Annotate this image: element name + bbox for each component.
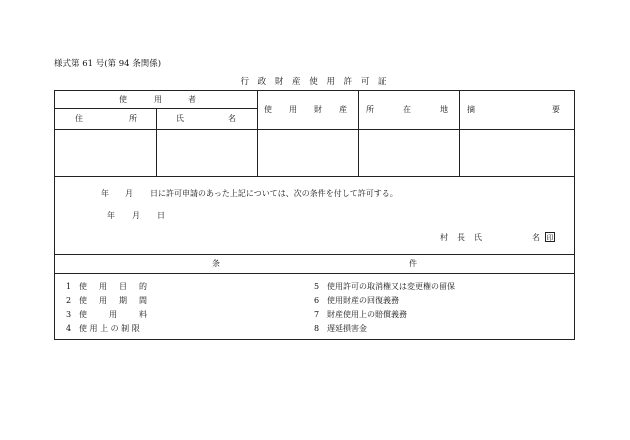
condition-number: 2 [66, 296, 72, 305]
condition-text: 使用財産の回復義務 [327, 296, 399, 305]
condition-text-char: 用 [109, 310, 117, 319]
condition-number: 1 [66, 282, 72, 291]
header-bottom-rule [55, 129, 574, 130]
address-name-divider [156, 108, 157, 176]
condition-text: 使用許可の取消権又は変更権の留保 [327, 282, 455, 291]
address-label-1: 住 [75, 114, 83, 123]
property-label-1: 使 [264, 105, 272, 114]
signature-label-1: 村 [440, 233, 448, 242]
user-property-divider [257, 91, 258, 176]
condition-text: 財産使用上の賠償義務 [327, 310, 407, 319]
condition-text-char: 的 [139, 282, 147, 291]
address-label-2: 所 [129, 114, 137, 123]
issue-month-label: 月 [132, 211, 140, 220]
condition-text-char: 用 [99, 296, 107, 305]
user-label-3: 者 [188, 95, 196, 104]
permit-form-table [54, 90, 575, 340]
signature-label-3: 氏 [474, 233, 482, 242]
user-label-1: 使 [119, 95, 127, 104]
summary-label-1: 摘 [467, 105, 475, 114]
condition-text-char: 目 [119, 282, 127, 291]
location-label-2: 在 [403, 105, 411, 114]
date-month-label: 月 [125, 189, 133, 198]
entry-bottom-rule [55, 176, 574, 177]
condition-text-char: 間 [139, 296, 147, 305]
property-location-divider [358, 91, 359, 176]
issue-day-label: 日 [157, 211, 165, 220]
condition-number: 5 [314, 282, 320, 291]
conditions-header-1: 条 [212, 259, 220, 268]
seal-mark: 印 [546, 234, 554, 242]
location-label-1: 所 [366, 105, 374, 114]
signature-label-4: 名 [532, 233, 540, 242]
name-label-2: 名 [228, 114, 236, 123]
condition-text-char: 使 [79, 310, 87, 319]
condition-text: 遅延損害金 [327, 324, 367, 333]
location-summary-divider [459, 91, 460, 176]
condition-text-char: 使 [79, 282, 87, 291]
condition-text-char: 用 [99, 282, 107, 291]
conditions-header-2: 件 [409, 259, 417, 268]
condition-text-char: 料 [139, 310, 147, 319]
conditions-header-rule [55, 273, 574, 274]
date-year-label: 年 [101, 189, 109, 198]
condition-text: 使 用 上 の 制 限 [79, 324, 140, 333]
property-label-4: 産 [339, 105, 347, 114]
condition-number: 7 [314, 310, 320, 319]
statement-bottom-rule [55, 254, 574, 255]
summary-label-2: 要 [552, 105, 560, 114]
condition-number: 3 [66, 310, 72, 319]
condition-number: 6 [314, 296, 320, 305]
condition-number: 4 [66, 324, 72, 333]
condition-number: 8 [314, 324, 320, 333]
document-title: 行 政 財 産 使 用 許 可 証 [240, 77, 390, 87]
permit-statement: 日に許可申請のあった上記については、次の条件を付して許可する。 [150, 189, 398, 198]
signature-label-2: 長 [457, 233, 465, 242]
condition-text-char: 使 [79, 296, 87, 305]
property-label-3: 財 [314, 105, 322, 114]
user-label-2: 用 [154, 95, 162, 104]
issue-year-label: 年 [107, 211, 115, 220]
form-number: 様式第 61 号(第 94 条関係) [54, 59, 162, 69]
location-label-3: 地 [440, 105, 448, 114]
name-label-1: 氏 [176, 114, 184, 123]
property-label-2: 用 [289, 105, 297, 114]
condition-text-char: 期 [119, 296, 127, 305]
